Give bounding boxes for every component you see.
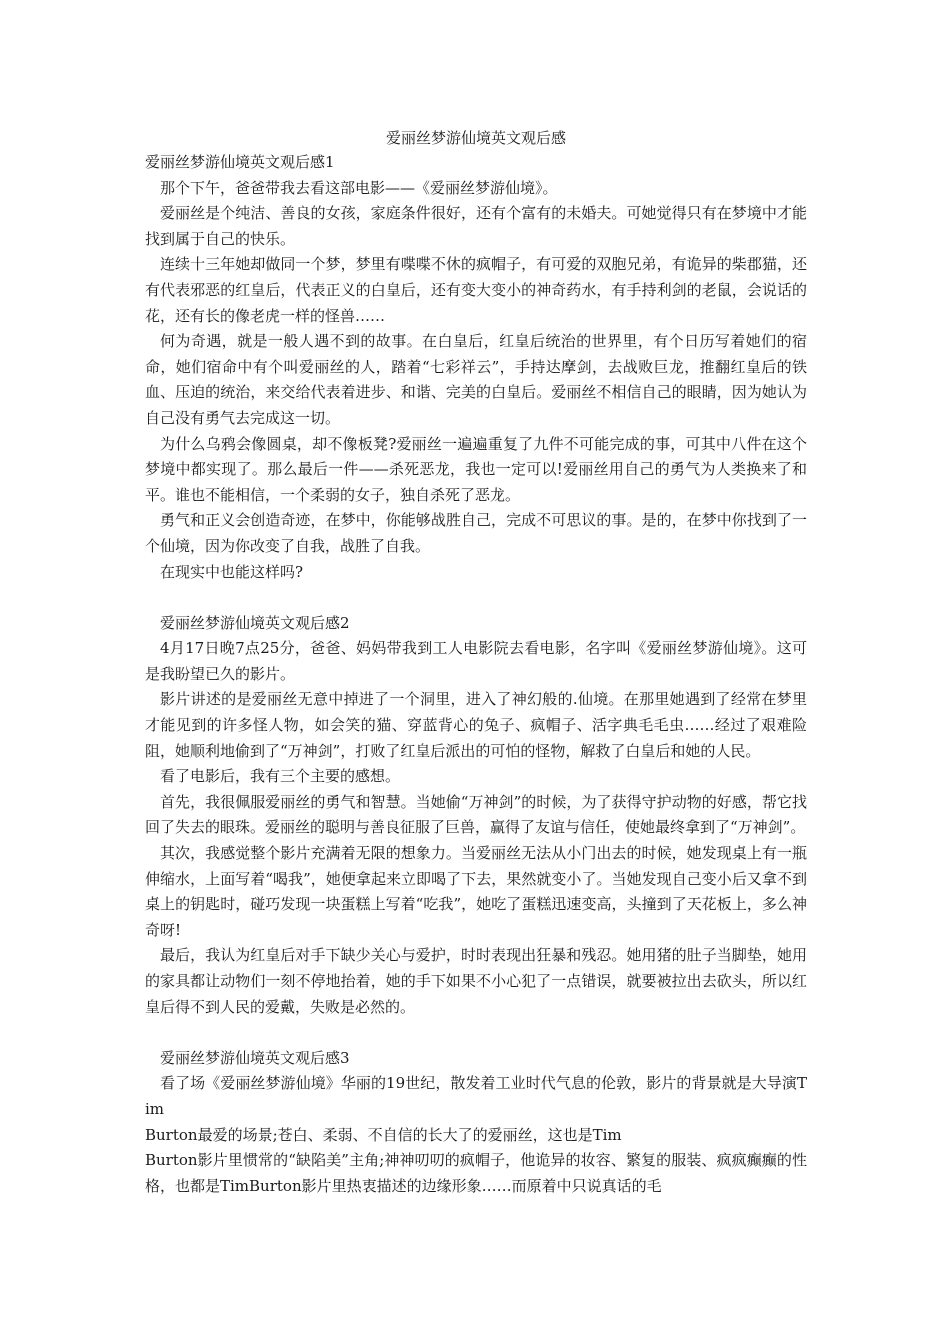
section-2 bbox=[145, 611, 807, 1021]
paragraph: 其次，我感觉整个影片充满着无限的想象力。当爱丽丝无法从小门出去的时候，她发现桌上有一瓶伸缩水，上面写着“喝我”，她便拿起来立即喝了下去，果然就变小了。当她发现自己变小后又拿不到桌上的钥匙时，碰巧发现一块蛋糕上写着“吃我”，她吃了蛋糕迅速变高，头撞到了天花板上，多么神奇呀! bbox=[145, 844, 807, 939]
section-heading: 爱丽丝梦游仙境英文观后感3 bbox=[160, 1048, 350, 1067]
section-1 bbox=[145, 150, 807, 585]
paragraph: Burton影片里惯常的“缺陷美”主角;神神叨叨的疯帽子，他诡异的妆容、繁复的服装、疯疯癫癫的性格，也都是TimBurton影片里热衷描述的边缘形象……而原着中只说真话的毛 bbox=[145, 1151, 807, 1195]
document-title: 爱丽丝梦游仙境英文观后感 bbox=[385, 129, 566, 147]
paragraph: 看了场《爱丽丝梦游仙境》华丽的19世纪，散发着工业时代气息的伦敦，影片的背景就是大导演Tim bbox=[145, 1074, 807, 1118]
section-3 bbox=[145, 1046, 807, 1200]
blank-line bbox=[145, 1020, 807, 1046]
paragraph: Burton最爱的场景;苍白、柔弱、不自信的长大了的爱丽丝，这也是Tim bbox=[145, 1125, 622, 1144]
paragraph: 为什么乌鸦会像圆桌，却不像板凳?爱丽丝一遍遍重复了九件不可能完成的事，可其中八件在这个梦境中都实现了。那么最后一件——杀死恶龙，我也一定可以!爱丽丝用自己的勇气为人类换来了和平。谁也不能相信，一个柔弱的女子，独自杀死了恶龙。 bbox=[145, 434, 807, 504]
paragraph: 在现实中也能这样吗? bbox=[160, 562, 304, 581]
paragraph: 最后，我认为红皇后对手下缺少关心与爱护，时时表现出狂暴和残忍。她用猪的肚子当脚垫，她用的家具都让动物们一刻不停地抬着，她的手下如果不小心犯了一点错误，就要被拉出去砍头，所以红皇后得不到人民的爱戴，失败是必然的。 bbox=[145, 946, 807, 1016]
paragraph: 那个下午，爸爸带我去看这部电影——《爱丽丝梦游仙境》。 bbox=[160, 178, 558, 197]
paragraph: 何为奇遇，就是一般人遇不到的故事。在白皇后，红皇后统治的世界里，有个日历写着她们的宿命，她们宿命中有个叫爱丽丝的人，踏着“七彩祥云”，手持达摩剑，去战败巨龙，推翻红皇后的铁血、压迫的统治，来交给代表着进步、和谐、完美的白皇后。爱丽丝不相信自己的眼睛，因为她认为自己没有勇气去完成这一切。 bbox=[145, 332, 807, 427]
paragraph: 勇气和正义会创造奇迹，在梦中，你能够战胜自己，完成不可思议的事。是的，在梦中你找到了一个仙境，因为你改变了自我，战胜了自我。 bbox=[145, 511, 807, 555]
paragraph: 影片讲述的是爱丽丝无意中掉进了一个洞里，进入了神幻般的.仙境。在那里她遇到了经常在梦里才能见到的许多怪人物，如会笑的猫、穿蓝背心的兔子、疯帽子、活字典毛毛虫……经过了艰难险阻，她顺利地偷到了“万神剑”，打败了红皇后派出的可怕的怪物，解救了白皇后和她的人民。 bbox=[145, 690, 807, 760]
paragraph: 4月17日晚7点25分，爸爸、妈妈带我到工人电影院去看电影，名字叫《爱丽丝梦游仙境》。这可是我盼望已久的影片。 bbox=[145, 639, 807, 683]
paragraph: 爱丽丝是个纯洁、善良的女孩，家庭条件很好，还有个富有的未婚夫。可她觉得只有在梦境中才能找到属于自己的快乐。 bbox=[145, 204, 807, 248]
section-heading: 爱丽丝梦游仙境英文观后感1 bbox=[145, 153, 335, 171]
paragraph: 看了电影后，我有三个主要的感想。 bbox=[160, 767, 401, 786]
blank-line bbox=[145, 585, 807, 611]
section-heading: 爱丽丝梦游仙境英文观后感2 bbox=[160, 613, 350, 632]
document-page bbox=[145, 126, 807, 1199]
paragraph: 连续十三年她却做同一个梦，梦里有喋喋不休的疯帽子，有可爱的双胞兄弟，有诡异的柴郡猫，还有代表邪恶的红皇后，代表正义的白皇后，还有变大变小的神奇药水，有手持利剑的老鼠，会说话的花，还有长的像老虎一样的怪兽…… bbox=[145, 255, 807, 325]
paragraph: 首先，我很佩服爱丽丝的勇气和智慧。当她偷“万神剑”的时候，为了获得守护动物的好感，帮它找回了失去的眼珠。爱丽丝的聪明与善良征服了巨兽，赢得了友谊与信任，使她最终拿到了“万神剑”。 bbox=[145, 792, 807, 837]
